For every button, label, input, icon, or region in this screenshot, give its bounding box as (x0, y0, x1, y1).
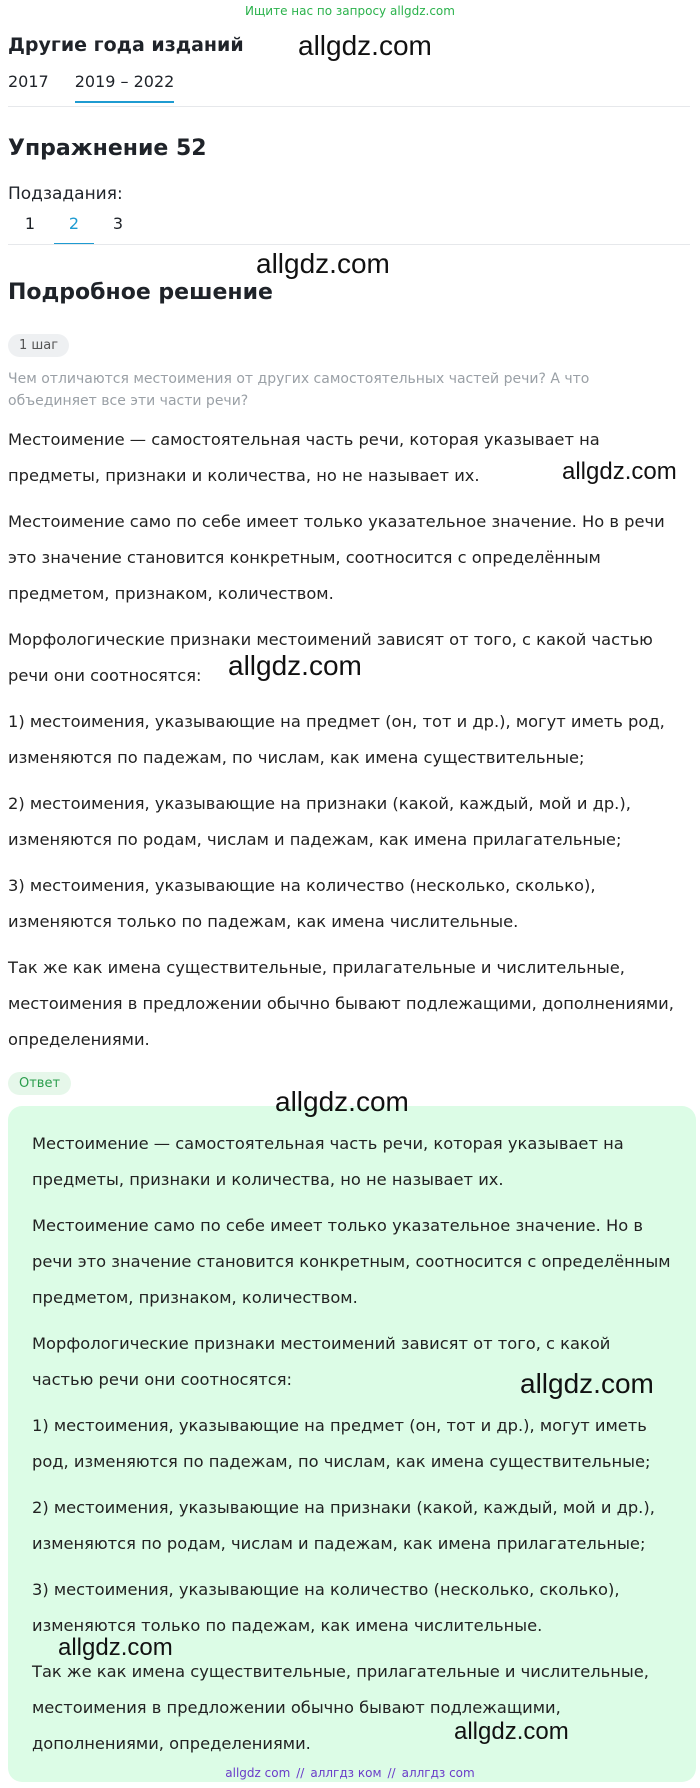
answer-paragraph: 2) местоимения, указывающие на признаки (какой, каждый, мой и др.), изменяются по родам, числам и падежам, как имена прилагательные; (32, 1498, 655, 1553)
answer-paragraph: Местоимение само по себе имеет только указательное значение. Но в речи это значение становится конкретным, соотносится с определённым предметом, признаком, количеством. (32, 1216, 671, 1307)
watermark: allgdz.com (228, 650, 362, 681)
subtask-tab-2[interactable]: 2 (52, 214, 96, 245)
edition-tab-2017[interactable]: 2017 (8, 72, 49, 91)
answer-paragraph: Морфологические признаки местоимений зависят от того, с какой частью речи они соотносятся: (32, 1334, 611, 1389)
answer-paragraph: Так же как имена существительные, прилагательные и числительные, местоимения в предложении обычно бывают подлежащими, дополнениями, определениями. (32, 1662, 649, 1753)
solution-paragraph: Местоимение — самостоятельная часть речи, которая указывает на предметы, признаки и количества, но не называет их. (8, 430, 600, 485)
footer-separator: // (387, 1766, 396, 1780)
footer-separator: // (296, 1766, 305, 1780)
footer-link[interactable]: allgdz com (225, 1766, 291, 1780)
exercise-title: Упражнение 52 (8, 136, 207, 161)
solution-heading: Подробное решение (8, 280, 273, 305)
watermark: allgdz.com (275, 1086, 409, 1117)
divider (8, 244, 690, 245)
solution-paragraph: 1) местоимения, указывающие на предмет (он, тот и др.), могут иметь род, изменяются по падежам, по числам, как имена существительные; (8, 712, 665, 767)
answer-paragraph: 3) местоимения, указывающие на количество (несколько, сколько), изменяются только по падежам, как имена числительные. (32, 1580, 620, 1635)
subtask-tabs (8, 214, 140, 245)
subtasks-label: Подзадания: (8, 184, 123, 204)
footer-links (0, 1766, 700, 1780)
step-question: Чем отличаются местоимения от других самостоятельных частей речи? А что объединяет все эти части речи? (8, 371, 590, 409)
answer-paragraph: 1) местоимения, указывающие на предмет (он, тот и др.), могут иметь род, изменяются по падежам, по числам, как имена существительные; (32, 1416, 651, 1471)
editions-heading: Другие года изданий (8, 34, 244, 56)
footer-link[interactable]: аллгдз com (401, 1766, 475, 1780)
top-search-hint: Ищите нас по запросу allgdz.com (245, 4, 455, 18)
solution-paragraph: 2) местоимения, указывающие на признаки (какой, каждый, мой и др.), изменяются по родам, числам и падежам, как имена прилагательные; (8, 794, 631, 849)
watermark: allgdz.com (256, 248, 390, 279)
solution-paragraph: 3) местоимения, указывающие на количество (несколько, сколько), изменяются только по падежам, как имена числительные. (8, 876, 596, 931)
watermark: allgdz.com (562, 458, 677, 485)
subtask-tab-3[interactable]: 3 (112, 214, 124, 233)
watermark: allgdz.com (454, 1718, 569, 1745)
solution-body (8, 422, 692, 1068)
answer-badge: Ответ (8, 1072, 71, 1095)
divider (8, 106, 690, 107)
solution-paragraph: Так же как имена существительные, прилагательные и числительные, местоимения в предложении обычно бывают подлежащими, дополнениями, определениями. (8, 958, 674, 1049)
edition-tab-2019-2022[interactable]: 2019 – 2022 (75, 72, 175, 103)
watermark: allgdz.com (58, 1634, 173, 1661)
answer-box (8, 1106, 696, 1782)
subtask-tab-1[interactable]: 1 (24, 214, 36, 233)
footer-link[interactable]: аллгдз ком (310, 1766, 382, 1780)
editions-tabs (8, 72, 174, 103)
solution-paragraph: Морфологические признаки местоимений зависят от того, с какой частью речи они соотносятся: (8, 630, 653, 685)
answer-paragraph: Местоимение — самостоятельная часть речи, которая указывает на предметы, признаки и количества, но не называет их. (32, 1134, 624, 1189)
step-badge: 1 шаг (8, 334, 69, 357)
watermark: allgdz.com (298, 30, 432, 61)
watermark: allgdz.com (520, 1368, 654, 1399)
solution-paragraph: Местоимение само по себе имеет только указательное значение. Но в речи это значение становится конкретным, соотносится с определённым предметом, признаком, количеством. (8, 512, 665, 603)
